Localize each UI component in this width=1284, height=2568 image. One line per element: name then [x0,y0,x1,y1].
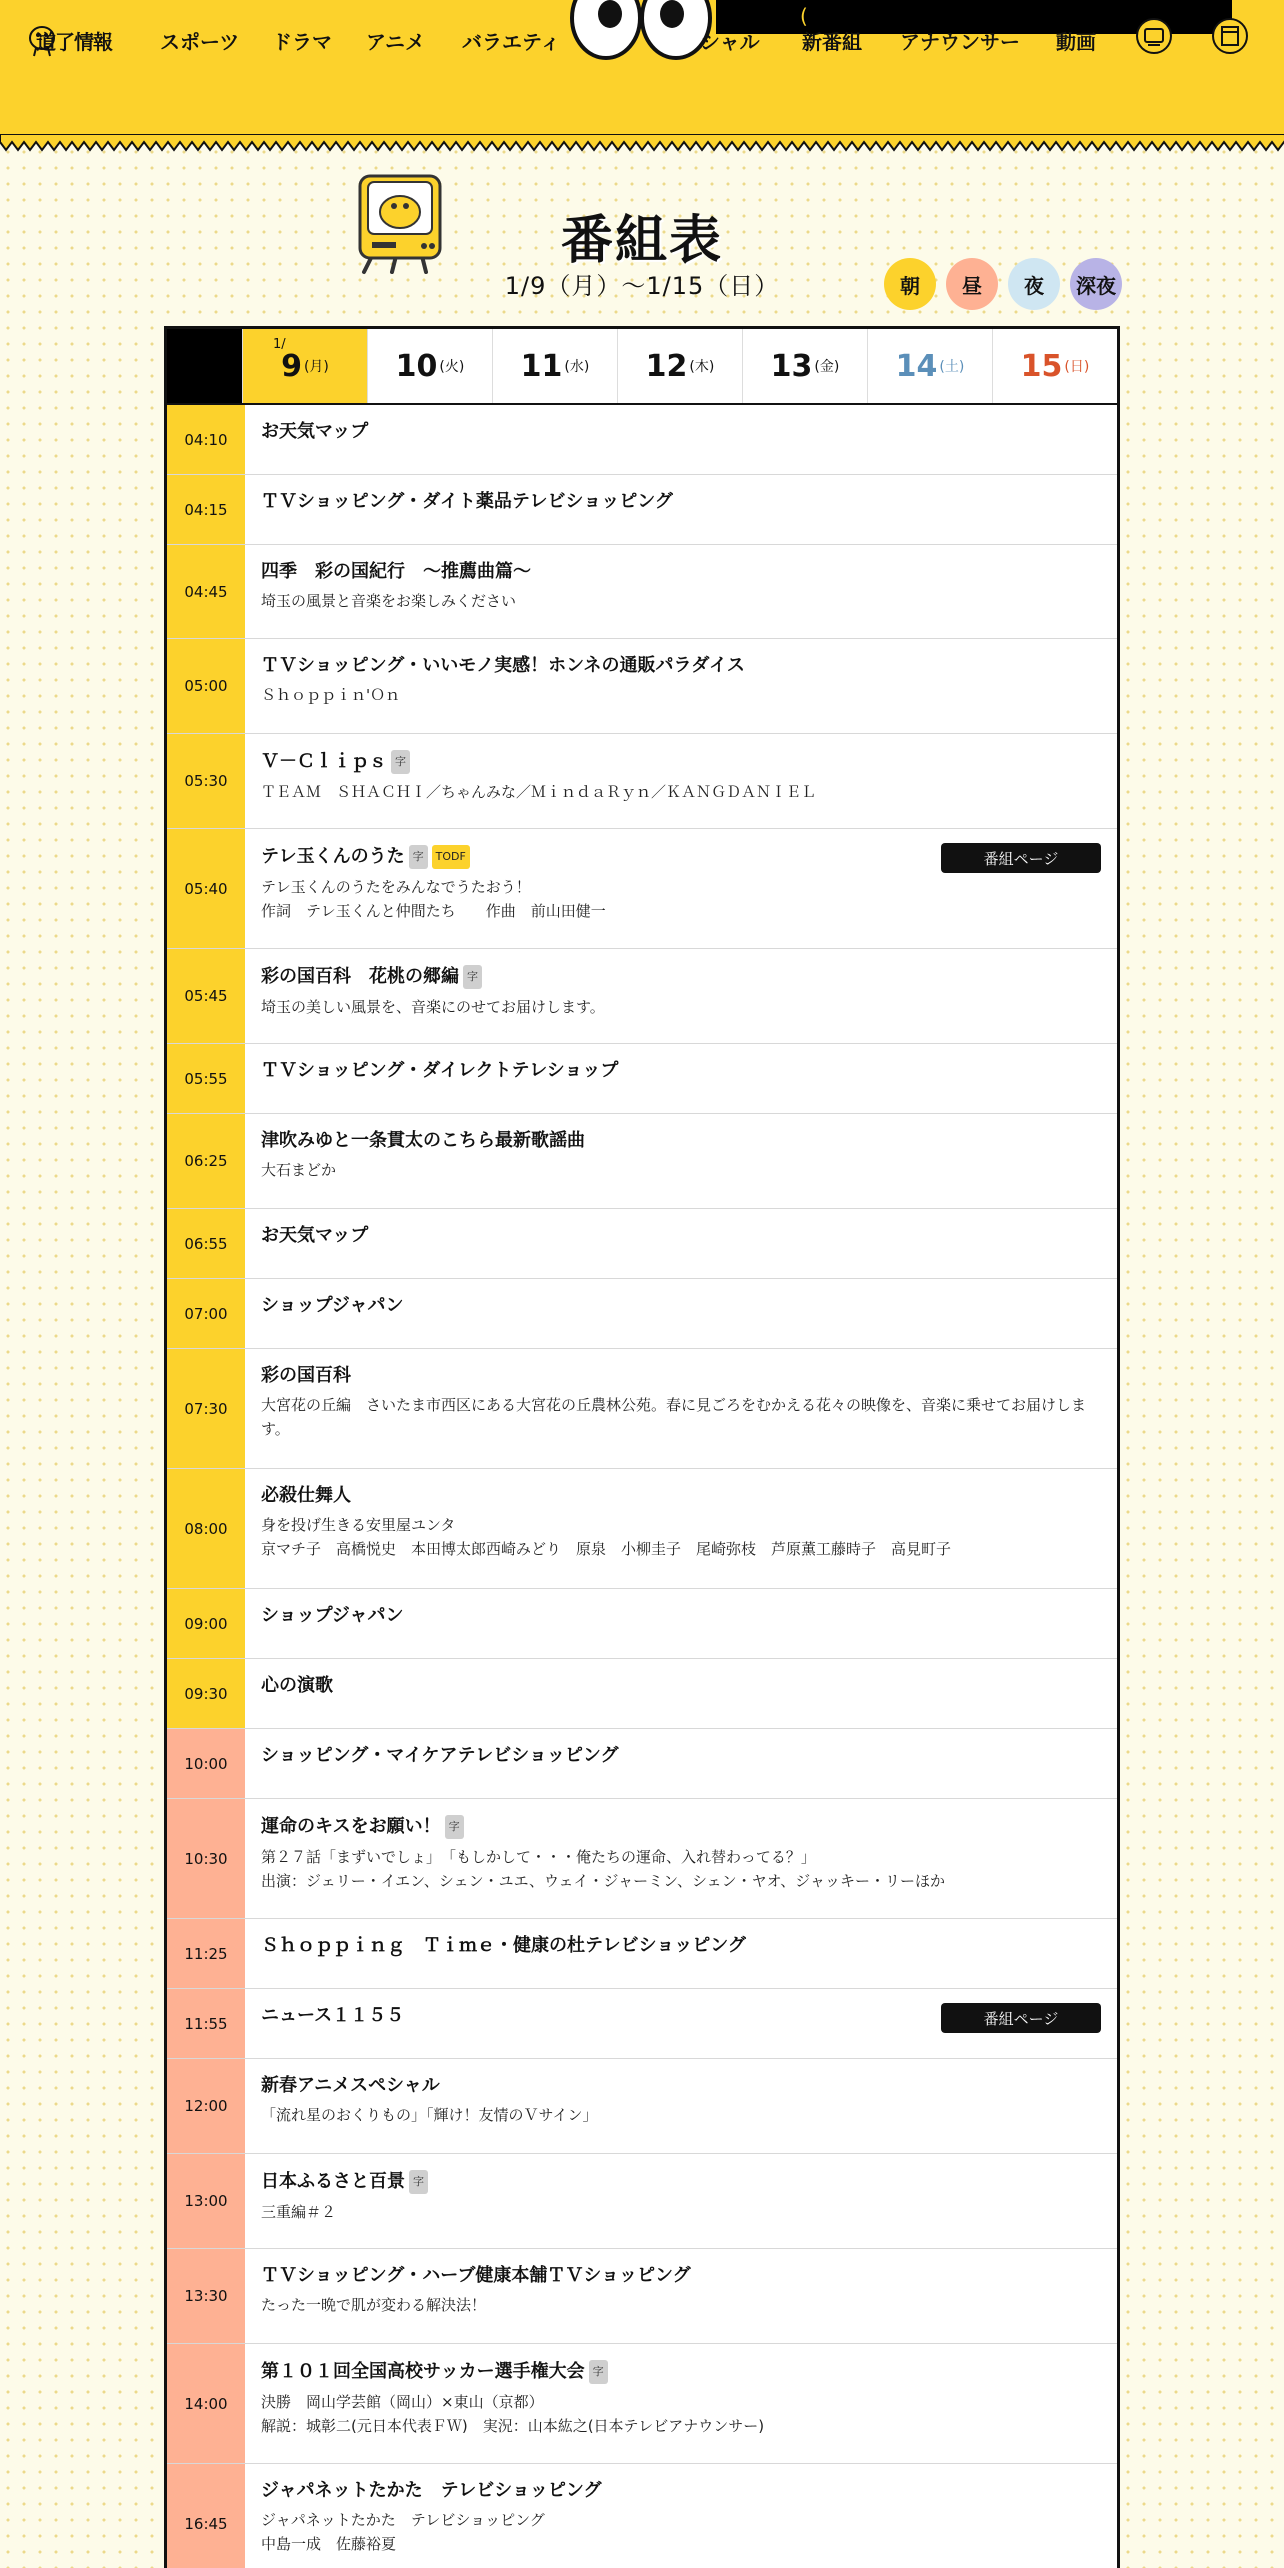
program-title-line[interactable] [261,655,1101,677]
day-tab-number: 14 [895,348,938,384]
day-tab-13[interactable] [742,329,867,403]
program-description: 三重編＃２ [261,2203,337,2221]
program-row[interactable] [167,475,1117,545]
program-row[interactable] [167,1349,1117,1469]
program-title-line[interactable] [261,491,1101,513]
program-badge: 字 [409,845,428,869]
program-title-line[interactable] [261,1935,1101,1957]
program-info [245,1114,1117,1208]
program-info [245,2464,1117,2568]
program-title-line[interactable] [261,1675,1101,1697]
program-title[interactable]: お天気マップ [261,421,369,442]
day-tab-weekday: (木) [689,359,715,375]
program-time: 05:45 [167,949,245,1043]
program-time: 04:10 [167,405,245,474]
tv-guide-icon[interactable] [1134,16,1174,56]
day-tab-number: 12 [645,348,688,384]
program-row[interactable] [167,2059,1117,2154]
program-row[interactable] [167,2249,1117,2344]
header-zigzag-edge [0,134,1284,152]
program-title[interactable]: ニュース１１５５ [261,2005,405,2026]
program-time: 07:00 [167,1279,245,1348]
program-row[interactable] [167,405,1117,475]
program-row[interactable] [167,545,1117,639]
nav-drama[interactable]: ドラマ [272,30,332,54]
program-title[interactable]: 心の演歌 [261,1675,333,1696]
program-description: 「流れ星のおくりもの」「輝け！友情のＶサイン」 [261,2106,598,2124]
calendar-icon[interactable] [1210,16,1250,56]
program-title-line[interactable] [261,1225,1101,1247]
program-time: 13:00 [167,2154,245,2248]
nav-variety[interactable]: バラエティ [462,30,561,54]
program-description: 大石まどか [261,1161,337,1179]
nav-special[interactable]: シャル [700,30,760,54]
program-title-line[interactable] [261,2480,1101,2502]
program-time: 06:25 [167,1114,245,1208]
program-info [245,545,1117,638]
program-schedule-table [164,326,1120,2568]
program-row[interactable] [167,734,1117,829]
site-logo-text[interactable]: 道了情報 [36,30,112,54]
day-tab-weekday: (水) [564,359,590,375]
program-time: 05:40 [167,829,245,948]
program-title-line[interactable] [261,421,1101,443]
program-row[interactable] [167,2464,1117,2568]
program-row[interactable] [167,2154,1117,2249]
program-title-line[interactable] [261,1060,1101,1082]
day-tab-weekday: (月) [303,359,329,375]
date-range: 1/9（月）〜1/15（日） [504,272,780,300]
program-description: Ｓｈｏｐｐｉｎ'Ｏｎ [261,686,401,704]
program-badge: 字 [463,965,482,989]
program-title[interactable]: 日本ふるさと百景 [261,2171,405,2192]
program-description: ＴＥＡＭ ＳＨＡＣＨＩ／ちゃんみな／ＭｉｎｄａＲｙｎ／ＫＡＮＧＤＡＮＩＥＬ [261,783,817,801]
program-time: 11:55 [167,1989,245,2058]
program-title[interactable]: 四季 彩の国紀行 ～推薦曲篇～ [261,561,531,582]
program-title[interactable]: ショッピング・マイケアテレビショッピング [261,1745,619,1766]
program-title[interactable]: 第１０１回全国高校サッカー選手権大会 [261,2361,585,2382]
program-info [245,405,1117,474]
program-title[interactable]: 彩の国百科 花桃の郷編 [261,966,459,987]
program-info [245,1279,1117,1348]
day-tab-weekday: (火) [439,359,465,375]
program-title-line[interactable] [261,2265,1101,2287]
program-title[interactable]: ＴＶショッピング・ダイレクトテレショップ [261,1060,619,1081]
program-time: 16:45 [167,2464,245,2568]
day-tab-month: 1/ [273,337,286,352]
program-badge: 字 [391,750,410,774]
program-row[interactable] [167,1279,1117,1349]
program-description: 埼玉の美しい風景を、音楽にのせてお届けします。 [261,998,605,1016]
program-badge: TODF [432,845,470,869]
program-info [245,1989,1117,2058]
program-description: ジャパネットたかた テレビショッピング 中島一成 佐藤裕夏 [261,2511,545,2553]
program-title[interactable]: 津吹みゆと一条貫太のこちら最新歌謡曲 [261,1130,585,1151]
program-row[interactable] [167,2344,1117,2464]
nav-sports[interactable]: スポーツ [160,30,240,54]
program-row[interactable] [167,949,1117,1044]
program-info [245,734,1117,828]
program-title[interactable]: ショップジャパン [261,1605,404,1626]
program-time: 05:30 [167,734,245,828]
program-row[interactable] [167,1469,1117,1589]
day-tab-number: 13 [770,348,813,384]
program-info [245,949,1117,1043]
program-description: 決勝 岡山学芸館（岡山）×東山（京都） 解説：城彰二(元日本代表ＦＷ) 実況：山本紘之(日本テレビアナウンサー) [261,2393,765,2435]
program-title-line[interactable] [261,750,1101,774]
day-tab-weekday: (日) [1064,359,1090,375]
time-of-day-noon-button[interactable] [946,258,998,310]
time-of-day-label: 朝 [900,273,920,298]
site-header [0,0,1284,142]
program-info [245,2249,1117,2343]
program-title[interactable]: 必殺仕舞人 [261,1485,351,1506]
program-info [245,1349,1117,1468]
program-description: たった一晩で肌が変わる解決法！ [261,2296,487,2314]
day-tab-number: 11 [520,348,563,384]
program-info [245,1589,1117,1658]
day-header-corner [167,329,242,403]
program-info [245,1659,1117,1728]
program-page-button[interactable]: 番組ページ [941,843,1101,873]
program-row[interactable] [167,1044,1117,1114]
program-info [245,2059,1117,2153]
mascot-eyes-icon [566,0,716,62]
program-badge: 字 [589,2360,608,2384]
program-info [245,1919,1117,1988]
program-row[interactable] [167,1729,1117,1799]
program-title-line[interactable] [261,1295,1101,1317]
day-tab-15[interactable] [992,329,1117,403]
program-row[interactable] [167,1589,1117,1659]
program-title-line[interactable] [261,1745,1101,1767]
program-time: 11:25 [167,1919,245,1988]
program-time: 12:00 [167,2059,245,2153]
program-title-line[interactable] [261,1130,1101,1152]
program-title[interactable]: Ｖ－Ｃｌｉｐｓ [261,751,387,772]
program-badge: 字 [445,1815,464,1839]
program-title-line[interactable] [261,561,1101,583]
program-badge: 字 [409,2170,428,2194]
program-title[interactable]: 運命のキスをお願い！ [261,1816,441,1837]
program-description: 大宮花の丘編 さいたま市西区にある大宮花の丘農林公苑。春に見ごろをむかえる花々の映像を、音楽に乗せてお届けします。 [261,1396,1087,1438]
program-description: テレ玉くんのうたをみんなでうたおう！ 作詞 テレ玉くんと仲間たち 作曲 前山田健一 [261,878,606,920]
program-info [245,1799,1117,1918]
program-info [245,829,1117,948]
day-tab-11[interactable] [492,329,617,403]
program-time: 08:00 [167,1469,245,1588]
nav-announcers[interactable]: アナウンサー [900,30,1020,54]
time-of-day-night-button[interactable] [1008,258,1060,310]
day-tabs [167,329,1117,405]
program-time: 05:00 [167,639,245,733]
program-title-line[interactable] [261,2360,1101,2384]
program-row[interactable] [167,1114,1117,1209]
program-description: 第２７話「まずいでしょ」 「もしかして・・・俺たちの運命、入れ替わってる？」 出演：ジェリー・イエン、シェン・ユエ、ウェイ・ジャーミン、シェン・ヤオ、ジャッキー・リーほか [261,1848,946,1890]
program-title-line[interactable] [261,1605,1101,1627]
time-of-day-latenight-button[interactable] [1070,258,1122,310]
program-time: 04:45 [167,545,245,638]
program-title[interactable]: テレ玉くんのうた [261,846,405,867]
program-title-line[interactable] [261,2170,1101,2194]
program-time: 14:00 [167,2344,245,2463]
program-row[interactable] [167,1989,1117,2059]
time-of-day-label: 昼 [962,273,982,298]
day-tab-12[interactable] [617,329,742,403]
day-tab-14[interactable] [867,329,992,403]
nav-videos[interactable]: 動画 [1056,30,1096,54]
program-title[interactable]: Ｓｈｏｐｐｉｎｇ Ｔｉｍｅ・健康の杜テレビショッピング [261,1935,746,1956]
day-tab-number: 15 [1020,348,1063,384]
program-row[interactable] [167,1799,1117,1919]
program-title-line[interactable] [261,965,1101,989]
program-title[interactable]: ＴＶショッピング・ハーブ健康本舗ＴＶショッピング [261,2265,691,2286]
program-time: 07:30 [167,1349,245,1468]
day-tab-number: 9 [281,348,302,384]
program-time: 13:30 [167,2249,245,2343]
program-info [245,1044,1117,1113]
program-info [245,1729,1117,1798]
program-title[interactable]: 新春アニメスペシャル [261,2075,440,2096]
banner-mark: ( [800,4,808,28]
program-title-line[interactable] [261,1365,1101,1387]
day-tab-weekday: (土) [939,359,965,375]
day-tab-10[interactable] [367,329,492,403]
program-time: 05:55 [167,1044,245,1113]
day-tab-weekday: (金) [814,359,840,375]
day-tab-9[interactable] [242,329,367,403]
program-row[interactable] [167,639,1117,734]
program-row[interactable] [167,1209,1117,1279]
program-row[interactable] [167,829,1117,949]
program-info [245,1209,1117,1278]
program-title[interactable]: ショップジャパン [261,1295,404,1316]
program-title[interactable]: ジャパネットたかた テレビショッピング [261,2480,602,2501]
nav-anime[interactable]: アニメ [366,30,425,54]
program-time: 09:00 [167,1589,245,1658]
time-of-day-morning-button[interactable] [884,258,936,310]
program-info [245,1469,1117,1588]
program-page-button[interactable]: 番組ページ [941,2003,1101,2033]
program-title[interactable]: ＴＶショッピング・いいモノ実感！ホンネの通販パラダイス [261,655,745,676]
program-info [245,2154,1117,2248]
program-info [245,475,1117,544]
time-of-day-label: 夜 [1024,273,1044,298]
program-time: 10:00 [167,1729,245,1798]
day-tab-number: 10 [395,348,438,384]
program-description: 埼玉の風景と音楽をお楽しみください [261,592,517,610]
program-row[interactable] [167,1659,1117,1729]
program-title-line[interactable] [261,2075,1101,2097]
program-info [245,639,1117,733]
program-description: 身を投げ生きる安里屋ユンタ 京マチ子 高橋悦史 本田博太郎西崎みどり 原泉 小柳圭子 尾崎弥枝 芦原薫工藤時子 高見町子 [261,1516,952,1558]
program-time: 04:15 [167,475,245,544]
program-info [245,2344,1117,2463]
program-title-line[interactable] [261,1815,1101,1839]
time-of-day-label: 深夜 [1076,273,1116,298]
program-title[interactable]: 彩の国百科 [261,1365,351,1386]
program-time: 06:55 [167,1209,245,1278]
program-row[interactable] [167,1919,1117,1989]
program-title[interactable]: お天気マップ [261,1225,369,1246]
program-time: 10:30 [167,1799,245,1918]
nav-new-programs[interactable]: 新番組 [802,30,862,54]
program-title[interactable]: ＴＶショッピング・ダイト薬品テレビショッピング [261,491,673,512]
program-time: 09:30 [167,1659,245,1728]
program-title-line[interactable] [261,1485,1101,1507]
page-title: 番組表 [560,211,723,271]
